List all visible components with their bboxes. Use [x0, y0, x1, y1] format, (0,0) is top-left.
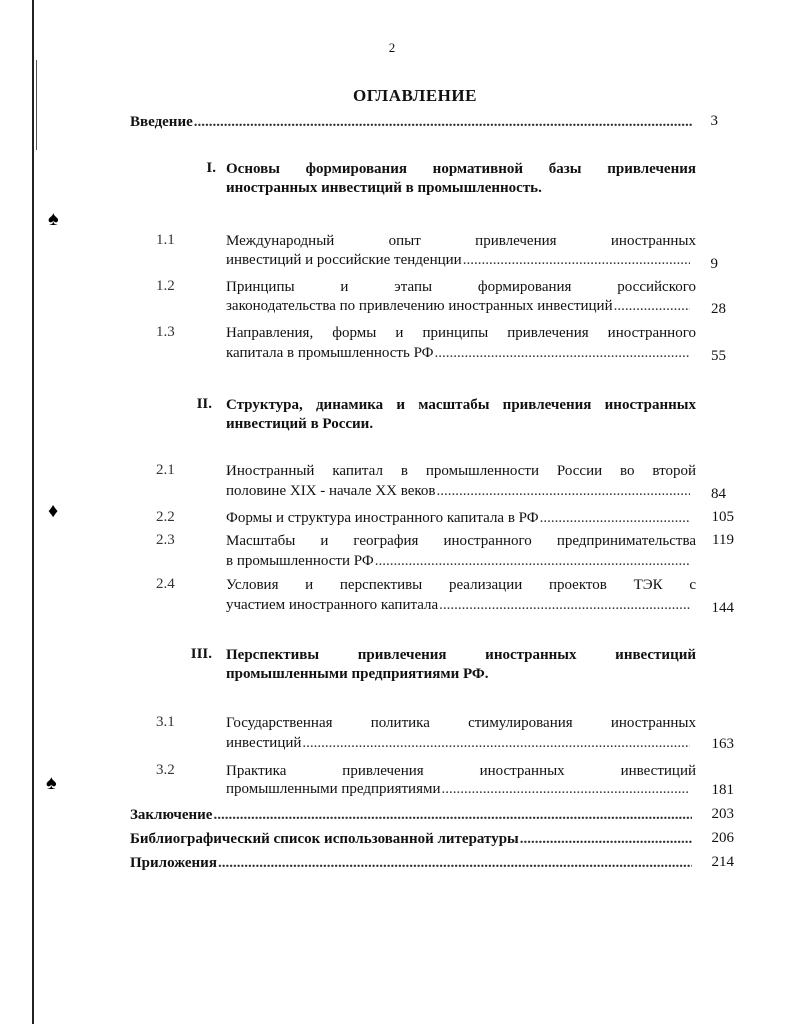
item-number: 2.1 — [156, 462, 175, 478]
toc-item-lead[interactable] — [226, 780, 690, 798]
leader-dots — [375, 552, 690, 570]
section-number: II. — [196, 396, 212, 412]
toc-item-line: инвестиций и российские тенденции — [226, 252, 462, 268]
toc-item-line: Формы и структура иностранного капитала в РФ — [226, 510, 539, 526]
toc-item-lead[interactable] — [226, 344, 690, 362]
leader-dots — [218, 854, 692, 872]
toc-item-lead[interactable] — [226, 482, 690, 500]
toc-entry-bibliography[interactable] — [130, 830, 692, 848]
leader-dots — [540, 509, 690, 527]
toc-entry-label: Введение — [130, 114, 193, 130]
item-number: 2.4 — [156, 576, 175, 592]
scan-edge-line — [32, 0, 34, 1024]
toc-page-number: 203 — [711, 806, 734, 822]
toc-entry-label: Библиографический список использованной литературы — [130, 831, 519, 847]
leader-dots — [302, 734, 690, 752]
toc-item-line[interactable]: Условия и перспективы реализации проектов ТЭК с — [226, 577, 696, 593]
leader-dots — [463, 251, 690, 269]
toc-item-line[interactable]: Государственная политика стимулирования иностранных — [226, 715, 696, 731]
section-number: III. — [190, 646, 212, 662]
toc-item-line: в промышленности РФ — [226, 553, 374, 569]
item-number: 3.1 — [156, 714, 175, 730]
toc-page-number: 163 — [711, 736, 734, 752]
scan-edge-line — [36, 60, 37, 150]
toc-item-line[interactable]: Практика привлечения иностранных инвестиций — [226, 763, 696, 779]
scan-artifact-icon: ♦ — [48, 500, 59, 522]
toc-item-lead[interactable] — [226, 297, 690, 315]
toc-item-line: промышленными предприятиями — [226, 781, 441, 797]
toc-page-number: 144 — [711, 600, 734, 616]
section-title[interactable]: Перспективы привлечения иностранных инвестиций промышленными предприятиями РФ. — [226, 647, 696, 682]
section-title[interactable]: Основы формирования нормативной базы привлечения иностранных инвестиций в промышленность. — [226, 161, 696, 196]
toc-item-line: капитала в промышленность РФ — [226, 345, 434, 361]
toc-entry-intro[interactable] — [130, 113, 692, 131]
leader-dots — [441, 780, 690, 798]
item-number: 2.3 — [156, 532, 175, 548]
leader-dots — [520, 830, 692, 848]
toc-item-line[interactable]: Иностранный капитал в промышленности России во второй — [226, 463, 696, 479]
section-title[interactable]: Структура, динамика и масштабы привлечения иностранных инвестиций в России. — [226, 397, 696, 432]
item-number: 1.3 — [156, 324, 175, 340]
section-number: I. — [206, 160, 216, 176]
toc-item-lead[interactable] — [226, 596, 690, 614]
toc-item-line[interactable]: Международный опыт привлечения иностранных — [226, 233, 696, 249]
leader-dots — [213, 806, 692, 824]
page-title: ОГЛАВЛЕНИЕ — [353, 86, 477, 105]
toc-item-line: законодательства по привлечению иностранных инвестиций — [226, 298, 613, 314]
leader-dots — [614, 297, 690, 315]
toc-item-line[interactable]: Масштабы и география иностранного предпринимательства — [226, 533, 696, 549]
toc-page-number: 28 — [711, 301, 726, 317]
toc-item-line: участием иностранного капитала — [226, 597, 439, 613]
leader-dots — [437, 482, 690, 500]
item-number: 3.2 — [156, 762, 175, 778]
toc-item-lead[interactable] — [226, 509, 690, 527]
item-number: 1.1 — [156, 232, 175, 248]
page-number: 2 — [388, 40, 396, 55]
toc-item-lead[interactable] — [226, 251, 690, 269]
toc-page-number: 206 — [711, 830, 734, 846]
leader-dots — [439, 596, 690, 614]
toc-item-lead[interactable] — [226, 552, 690, 570]
scan-artifact-icon: ♠ — [46, 772, 57, 794]
toc-item-line[interactable]: Принципы и этапы формирования российского — [226, 279, 696, 295]
toc-entry-conclusion[interactable] — [130, 806, 692, 824]
toc-page-number: 181 — [711, 782, 734, 798]
toc-item-line: половине XIX - начале XX веков — [226, 483, 436, 499]
toc-entry-label: Заключение — [130, 807, 213, 823]
toc-item-lead[interactable] — [226, 734, 690, 752]
toc-page-number: 9 — [710, 256, 718, 272]
toc-item-line: инвестиций — [226, 735, 302, 751]
toc-entry-label: Приложения — [130, 855, 217, 871]
toc-page-number: 84 — [711, 486, 726, 502]
item-number: 1.2 — [156, 278, 175, 294]
leader-dots — [435, 344, 690, 362]
toc-page-number: 55 — [711, 348, 726, 364]
toc-page-number: 105 — [711, 509, 734, 525]
toc-page-number: 119 — [712, 532, 734, 548]
item-number: 2.2 — [156, 509, 175, 525]
leader-dots — [194, 113, 692, 131]
toc-entry-appendices[interactable] — [130, 854, 692, 872]
toc-page-number: 3 — [710, 113, 718, 129]
toc-page-number: 214 — [711, 854, 734, 870]
toc-item-line[interactable]: Направления, формы и принципы привлечения иностранного — [226, 325, 696, 341]
scan-artifact-icon: ♠ — [48, 208, 59, 230]
